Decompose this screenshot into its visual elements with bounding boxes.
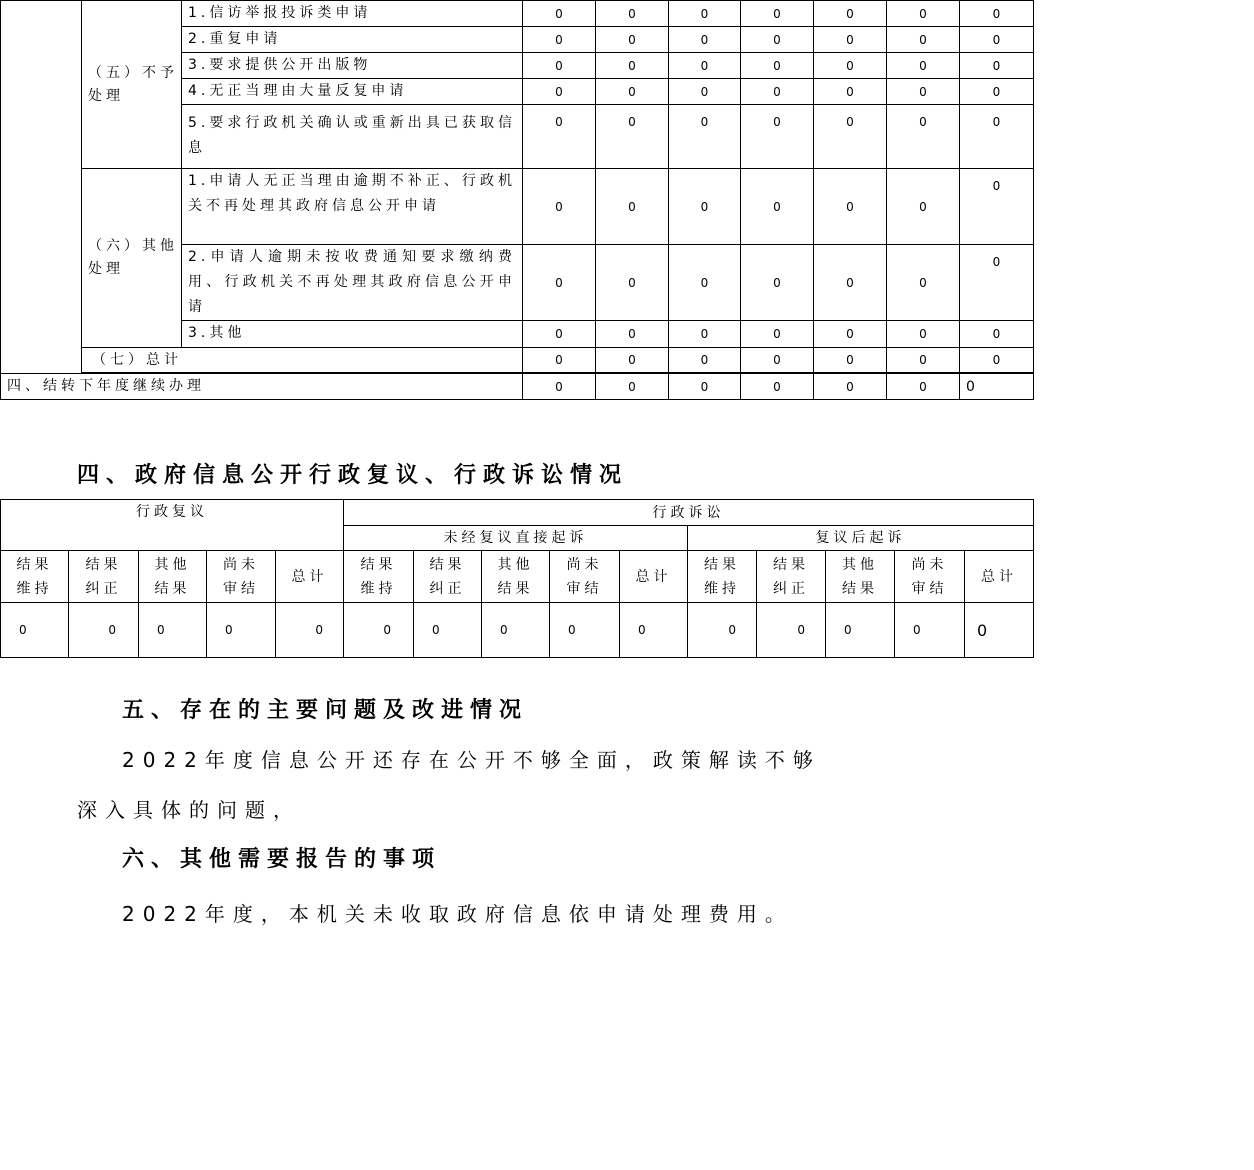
section6-title: 六、其他需要报告的事项 bbox=[122, 847, 442, 872]
col-header: 尚未 审结 bbox=[207, 551, 276, 603]
table-cell: 0 bbox=[965, 603, 1034, 658]
col-header: 结果 维持 bbox=[688, 551, 757, 603]
table-cell: 0 bbox=[669, 245, 741, 321]
table-cell: 0 bbox=[887, 348, 960, 373]
table-cell: 0 bbox=[669, 79, 741, 105]
table-cell: 0 bbox=[741, 1, 814, 27]
col-header: 总计 bbox=[965, 551, 1034, 603]
table-cell: 0 bbox=[550, 603, 620, 658]
section5-title: 五、存在的主要问题及改进情况 bbox=[122, 698, 529, 723]
table-cell: 0 bbox=[669, 169, 741, 245]
table-cell: 0 bbox=[596, 79, 669, 105]
carry-label: 四、结转下年度继续办理 bbox=[1, 374, 523, 400]
col-header: 其他 结果 bbox=[482, 551, 550, 603]
table-cell: 0 bbox=[596, 169, 669, 245]
table-cell: 0 bbox=[960, 53, 1034, 79]
table-cell: 0 bbox=[669, 105, 741, 169]
table-cell: 0 bbox=[741, 321, 814, 348]
table-cell: 0 bbox=[669, 27, 741, 53]
table-cell: 0 bbox=[596, 245, 669, 321]
table-cell: 0 bbox=[596, 27, 669, 53]
table-cell: 0 bbox=[523, 1, 596, 27]
row-label: 3.其他 bbox=[182, 321, 523, 348]
section5-paragraph-line1: 2022年度信息公开还存在公开不够全面，政策解读不够 bbox=[122, 748, 821, 772]
review-header: 行政复议 bbox=[1, 500, 344, 551]
table-cell: 0 bbox=[887, 374, 960, 400]
table-cell: 0 bbox=[814, 105, 887, 169]
table-cell: 0 bbox=[139, 603, 207, 658]
table-cell: 0 bbox=[669, 1, 741, 27]
row-label: 1.信访举报投诉类申请 bbox=[182, 1, 523, 27]
table-cell: 0 bbox=[741, 53, 814, 79]
group-label: （六）其他处理 bbox=[82, 169, 182, 348]
col-header: 总计 bbox=[276, 551, 344, 603]
table-cell: 0 bbox=[523, 79, 596, 105]
col-header: 结果 纠正 bbox=[757, 551, 826, 603]
table-cell: 0 bbox=[960, 374, 1034, 400]
table-cell: 0 bbox=[960, 79, 1034, 105]
table-cell: 0 bbox=[596, 374, 669, 400]
table-cell: 0 bbox=[669, 348, 741, 373]
table-cell: 0 bbox=[523, 245, 596, 321]
table-cell: 0 bbox=[414, 603, 482, 658]
after-review-header: 复议后起诉 bbox=[688, 526, 1034, 551]
table-cell: 0 bbox=[596, 1, 669, 27]
direct-suit-header: 未经复议直接起诉 bbox=[344, 526, 688, 551]
row-label: 4.无正当理由大量反复申请 bbox=[182, 79, 523, 105]
table-cell: 0 bbox=[960, 105, 1034, 169]
table-cell: 0 bbox=[741, 105, 814, 169]
total-label: （七）总计 bbox=[82, 348, 523, 373]
table-cell: 0 bbox=[523, 105, 596, 169]
table-cell: 0 bbox=[887, 321, 960, 348]
table-cell: 0 bbox=[814, 27, 887, 53]
table-cell: 0 bbox=[826, 603, 895, 658]
table-cell: 0 bbox=[523, 374, 596, 400]
row-label: 3.要求提供公开出版物 bbox=[182, 53, 523, 79]
table-cell: 0 bbox=[741, 245, 814, 321]
table-cell: 0 bbox=[895, 603, 965, 658]
row-label: 5.要求行政机关确认或重新出具已获取信息 bbox=[182, 105, 523, 169]
table-cell: 0 bbox=[523, 53, 596, 79]
col-header: 尚未 审结 bbox=[550, 551, 620, 603]
table-cell: 0 bbox=[887, 1, 960, 27]
table-cell: 0 bbox=[960, 321, 1034, 348]
section4-title: 四、政府信息公开行政复议、行政诉讼情况 bbox=[77, 463, 629, 488]
table-cell: 0 bbox=[688, 603, 757, 658]
table-cell: 0 bbox=[960, 27, 1034, 53]
table-cell: 0 bbox=[620, 603, 688, 658]
table-cell: 0 bbox=[814, 245, 887, 321]
col-header: 其他 结果 bbox=[826, 551, 895, 603]
section6-paragraph: 2022年度，本机关未收取政府信息依申请处理费用。 bbox=[122, 902, 793, 926]
table-cell: 0 bbox=[523, 321, 596, 348]
row-label: 1.申请人无正当理由逾期不补正、行政机关不再处理其政府信息公开申请 bbox=[182, 169, 523, 245]
col-header: 结果 纠正 bbox=[69, 551, 139, 603]
table-cell: 0 bbox=[1, 603, 69, 658]
table-cell: 0 bbox=[814, 53, 887, 79]
table-cell: 0 bbox=[887, 245, 960, 321]
col-header: 其他 结果 bbox=[139, 551, 207, 603]
review-litigation-table bbox=[0, 499, 1034, 658]
table-cell: 0 bbox=[596, 321, 669, 348]
table-cell: 0 bbox=[523, 27, 596, 53]
outer-left-cell bbox=[1, 1, 82, 374]
table-row bbox=[1, 348, 1034, 373]
col-header: 结果 维持 bbox=[1, 551, 69, 603]
table-cell: 0 bbox=[887, 169, 960, 245]
table-cell: 0 bbox=[814, 321, 887, 348]
table-cell: 0 bbox=[523, 348, 596, 373]
table-cell: 0 bbox=[887, 27, 960, 53]
table-cell: 0 bbox=[741, 79, 814, 105]
table-row bbox=[1, 603, 1034, 658]
section5-paragraph-line2: 深入具体的问题， bbox=[77, 798, 301, 822]
table-cell: 0 bbox=[741, 169, 814, 245]
table-cell: 0 bbox=[960, 348, 1034, 373]
col-header: 结果 维持 bbox=[344, 551, 414, 603]
table-cell: 0 bbox=[669, 321, 741, 348]
table-cell: 0 bbox=[276, 603, 344, 658]
col-header: 尚未 审结 bbox=[895, 551, 965, 603]
table-cell: 0 bbox=[596, 53, 669, 79]
table-cell: 0 bbox=[814, 169, 887, 245]
table-cell: 0 bbox=[960, 169, 1034, 245]
table-cell: 0 bbox=[482, 603, 550, 658]
table-row bbox=[1, 374, 1034, 400]
table-cell: 0 bbox=[69, 603, 139, 658]
table-cell: 0 bbox=[741, 348, 814, 373]
litigation-header: 行政诉讼 bbox=[344, 500, 1034, 526]
table-cell: 0 bbox=[814, 348, 887, 373]
table-cell: 0 bbox=[887, 105, 960, 169]
table-cell: 0 bbox=[741, 374, 814, 400]
row-label: 2.申请人逾期未按收费通知要求缴纳费用、行政机关不再处理其政府信息公开申请 bbox=[182, 245, 523, 321]
table-cell: 0 bbox=[887, 79, 960, 105]
table-cell: 0 bbox=[523, 169, 596, 245]
table-row bbox=[1, 1, 1034, 27]
group-label: （五）不予处理 bbox=[82, 1, 182, 169]
application-handling-table bbox=[0, 0, 1034, 400]
table-cell: 0 bbox=[596, 105, 669, 169]
table-cell: 0 bbox=[960, 245, 1034, 321]
table-cell: 0 bbox=[596, 348, 669, 373]
table-cell: 0 bbox=[757, 603, 826, 658]
row-label: 2.重复申请 bbox=[182, 27, 523, 53]
col-header: 总计 bbox=[620, 551, 688, 603]
table-cell: 0 bbox=[669, 374, 741, 400]
table-cell: 0 bbox=[814, 374, 887, 400]
table-cell: 0 bbox=[887, 53, 960, 79]
col-header: 结果 纠正 bbox=[414, 551, 482, 603]
table-cell: 0 bbox=[814, 1, 887, 27]
table-cell: 0 bbox=[207, 603, 276, 658]
table-cell: 0 bbox=[960, 1, 1034, 27]
table-cell: 0 bbox=[814, 79, 887, 105]
table-row bbox=[1, 169, 1034, 245]
table-cell: 0 bbox=[344, 603, 414, 658]
table-cell: 0 bbox=[741, 27, 814, 53]
table-cell: 0 bbox=[669, 53, 741, 79]
